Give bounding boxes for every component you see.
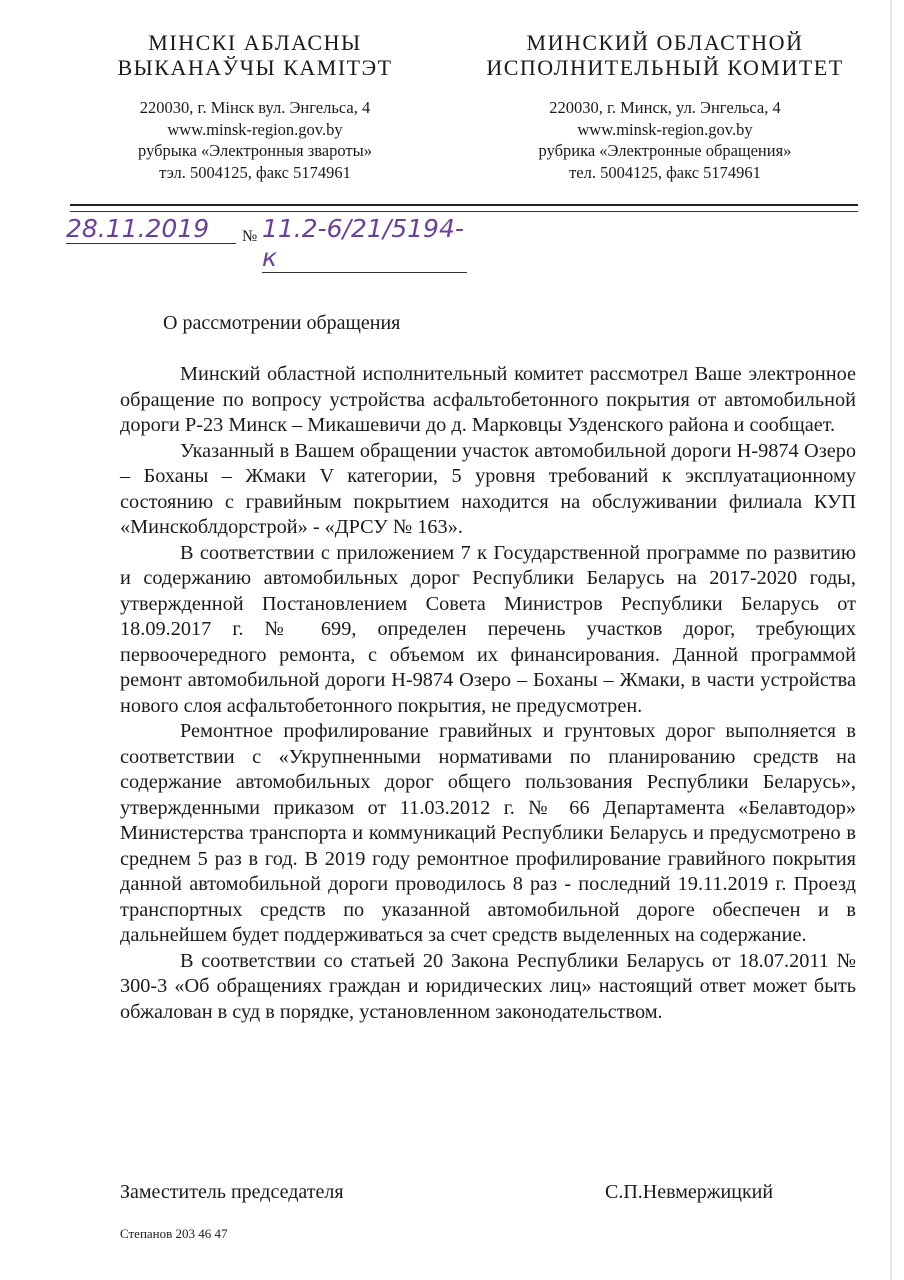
header-belarusian: [65, 30, 445, 183]
paragraph: В соответствии с приложением 7 к Государственной программе по развитию и содержанию автомобильных дорог Республики Беларусь на 2017-2020 годы, утвержденной Постановлением Совета Министров Республики Беларусь от 18.09.2017 г. № 699, определен перечень участков дорог, требующих первоочередного ремонта, с объемом их финансирования. Данной программой ремонт автомобильной дороги Н-9874 Озеро – Боханы – Жмаки, в части устройства нового слоя асфальтобетонного покрытия, не предусмотрен.: [120, 541, 856, 717]
header-divider: [70, 204, 858, 206]
signatory-name: С.П.Невмержицкий: [605, 1181, 774, 1203]
scan-edge: [890, 0, 892, 1280]
header-russian: [475, 30, 855, 183]
signatory-title: Заместитель председателя: [120, 1181, 344, 1203]
rubric: рубрыка «Электронныя звароты»: [138, 141, 372, 160]
org-name-line1: МІНСКІ АБЛАСНЫ: [148, 30, 362, 55]
paragraph: Ремонтное профилирование гравийных и грунтовых дорог выполняется в соответствии с «Укрупненными нормативами по планированию средств на содержание автомобильных дорог общего пользования Республики Беларусь», утвержденными приказом от 11.03.2012 г. № 66 Департамента «Белавтодор» Министерства транспорта и коммуникаций Республики Беларусь и предусмотрено в среднем 5 раз в год. В 2019 году ремонтное профилирование гравийного покрытия данной автомобильной дороги проводилось 8 раз - последний 19.11.2019 г. Проезд транспортных средств по указанной автомобильной дороге обеспечен и в дальнейшем будет поддерживаться за счет средств выделенных на содержание.: [120, 720, 856, 946]
address: 220030, г. Мінск вул. Энгельса, 4: [139, 98, 371, 117]
handwritten-date: 28.11.2019: [66, 214, 236, 244]
header-divider-thin: [70, 211, 858, 212]
handwritten-reg-number: 11.2-6/21/5194-к: [262, 214, 467, 273]
org-name-line2: ИСПОЛНИТЕЛЬНЫЙ КОМИТЕТ: [486, 55, 844, 80]
letter-body: [120, 362, 856, 1025]
paragraph: В соответствии со статьей 20 Закона Республики Беларусь от 18.07.2011 № 300-3 «Об обращениях граждан и юридических лиц» настоящий ответ может быть обжалован в суд в порядке, установленном законодательством.: [120, 949, 856, 1023]
subject-line: О рассмотрении обращения: [163, 312, 401, 334]
address: 220030, г. Минск, ул. Энгельса, 4: [549, 98, 781, 117]
website: www.minsk-region.gov.by: [577, 119, 753, 139]
org-name-line1: МИНСКИЙ ОБЛАСТНОЙ: [526, 30, 804, 55]
paragraph: Минский областной исполнительный комитет рассмотрел Ваше электронное обращение по вопросу устройства асфальтобетонного покрытия от автомобильной дороги Р-23 Минск – Микашевичи до д. Марковцы Узденского района и сообщает.: [120, 363, 856, 436]
rubric: рубрика «Электронные обращения»: [538, 141, 792, 160]
executor-contact: Степанов 203 46 47: [120, 1226, 228, 1241]
org-name-line2: ВЫКАНАЎЧЫ КАМІТЭТ: [117, 55, 393, 80]
phone: тел. 5004125, факс 5174961: [569, 162, 761, 182]
paragraph: Указанный в Вашем обращении участок автомобильной дороги Н-9874 Озеро – Боханы – Жмаки V категории, 5 уровня требований к эксплуатационному состоянию с гравийным покрытием находится на обслуживании филиала КУП «Минскоблдорстрой» - «ДРСУ № 163».: [120, 439, 856, 538]
website: www.minsk-region.gov.by: [167, 119, 343, 139]
phone: тэл. 5004125, факс 5174961: [159, 162, 351, 182]
number-sign: №: [242, 228, 258, 245]
